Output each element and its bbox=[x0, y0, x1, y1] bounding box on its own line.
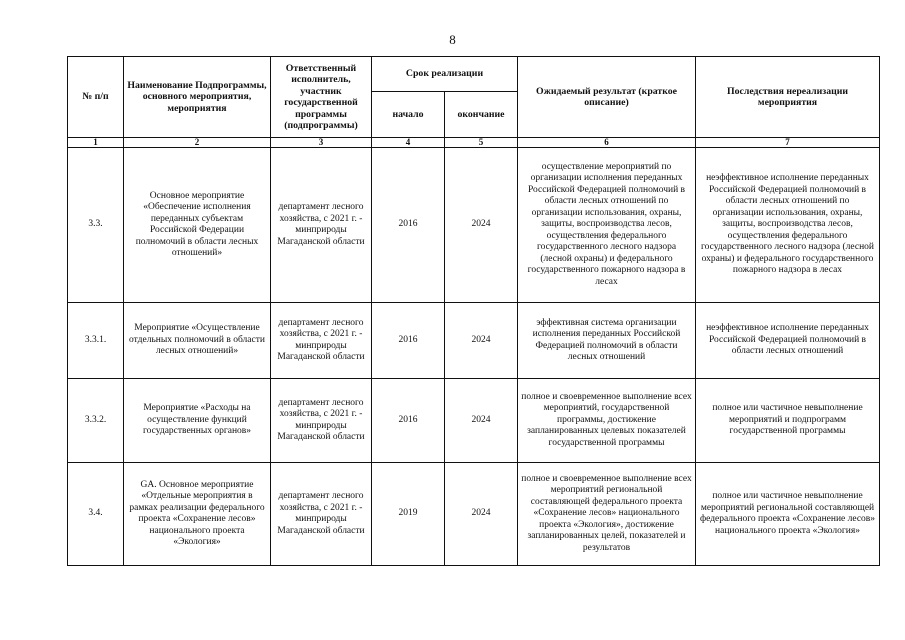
cell-name: Мероприятие «Расходы на осуществление функций государственных органов» bbox=[124, 379, 271, 463]
column-number: 7 bbox=[696, 138, 880, 148]
cell-num: 3.4. bbox=[68, 463, 124, 566]
column-number-row bbox=[68, 138, 880, 148]
cell-name: Мероприятие «Осуществление отдельных полномочий в области лесных отношений» bbox=[124, 303, 271, 379]
cell-responsible: департамент лесного хозяйства, с 2021 г. - минприроды Магаданской области bbox=[271, 148, 372, 303]
cell-name: GA. Основное мероприятие «Отдельные мероприятия в рамках реализации федерального проекта «Сохранение лесов» национального проекта «Экология» bbox=[124, 463, 271, 566]
table-row bbox=[68, 379, 880, 463]
header-end: окончание bbox=[445, 92, 518, 138]
program-table bbox=[67, 56, 880, 566]
cell-num: 3.3.1. bbox=[68, 303, 124, 379]
header-start: начало bbox=[372, 92, 445, 138]
table-row bbox=[68, 303, 880, 379]
cell-name: Основное мероприятие «Обеспечение исполнения переданных субъектам Российской Федерации полномочий в области лесных отношений» bbox=[124, 148, 271, 303]
cell-result: полное и своевременное выполнение всех мероприятий, государственной программы, достижение запланированных целевых показателей государственной программы bbox=[518, 379, 696, 463]
cell-end: 2024 bbox=[445, 303, 518, 379]
header-responsible: Ответственный исполнитель, участник государственной программы (подпрограммы) bbox=[271, 57, 372, 138]
table-header-row bbox=[68, 57, 880, 92]
cell-result: осуществление мероприятий по организации исполнения переданных Российской Федерацией полномочий в области лесных отношений по организации использования, охраны, защиты, воспроизводства лесов, осуществления федерального государственного лесного надзора (лесной охраны) и федерального государственного пожарного надзора в лесах bbox=[518, 148, 696, 303]
cell-responsible: департамент лесного хозяйства, с 2021 г. - минприроды Магаданской области bbox=[271, 303, 372, 379]
cell-end: 2024 bbox=[445, 463, 518, 566]
cell-start: 2016 bbox=[372, 148, 445, 303]
column-number: 1 bbox=[68, 138, 124, 148]
header-term: Срок реализации bbox=[372, 57, 518, 92]
cell-consequences: неэффективное исполнение переданных Российской Федерацией полномочий в области лесных отношений по организации использования, охраны, защиты, воспроизводства лесов, осуществления федерального государственного лесного надзора (лесной охраны) и федерального государственного пожарного надзора в лесах bbox=[696, 148, 880, 303]
cell-responsible: департамент лесного хозяйства, с 2021 г. - минприроды Магаданской области bbox=[271, 379, 372, 463]
column-number: 5 bbox=[445, 138, 518, 148]
header-num: № п/п bbox=[68, 57, 124, 138]
cell-num: 3.3. bbox=[68, 148, 124, 303]
cell-consequences: полное или частичное невыполнение мероприятий региональной составляющей федерального проекта «Сохранение лесов» национального проекта «Экология» bbox=[696, 463, 880, 566]
header-result: Ожидаемый результат (краткое описание) bbox=[518, 57, 696, 138]
table-row bbox=[68, 463, 880, 566]
cell-consequences: полное или частичное невыполнение мероприятий и подпрограмм государственной программы bbox=[696, 379, 880, 463]
cell-consequences: неэффективное исполнение переданных Российской Федерацией полномочий в области лесных отношений bbox=[696, 303, 880, 379]
cell-result: полное и своевременное выполнение всех мероприятий региональной составляющей федерального проекта «Сохранение лесов» национального проекта «Экология», достижение запланированных целей, показателей и результатов bbox=[518, 463, 696, 566]
column-number: 6 bbox=[518, 138, 696, 148]
column-number: 2 bbox=[124, 138, 271, 148]
cell-end: 2024 bbox=[445, 148, 518, 303]
page-number: 8 bbox=[449, 32, 456, 47]
cell-start: 2016 bbox=[372, 303, 445, 379]
cell-start: 2016 bbox=[372, 379, 445, 463]
cell-responsible: департамент лесного хозяйства, с 2021 г. - минприроды Магаданской области bbox=[271, 463, 372, 566]
cell-start: 2019 bbox=[372, 463, 445, 566]
cell-result: эффективная система организации исполнения переданных Российской Федерацией полномочий в области лесных отношений bbox=[518, 303, 696, 379]
column-number: 3 bbox=[271, 138, 372, 148]
column-number: 4 bbox=[372, 138, 445, 148]
header-consequences: Последствия нереализации мероприятия bbox=[696, 57, 880, 138]
cell-num: 3.3.2. bbox=[68, 379, 124, 463]
cell-end: 2024 bbox=[445, 379, 518, 463]
header-name: Наименование Подпрограммы, основного мероприятия, мероприятия bbox=[124, 57, 271, 138]
table-row bbox=[68, 148, 880, 303]
